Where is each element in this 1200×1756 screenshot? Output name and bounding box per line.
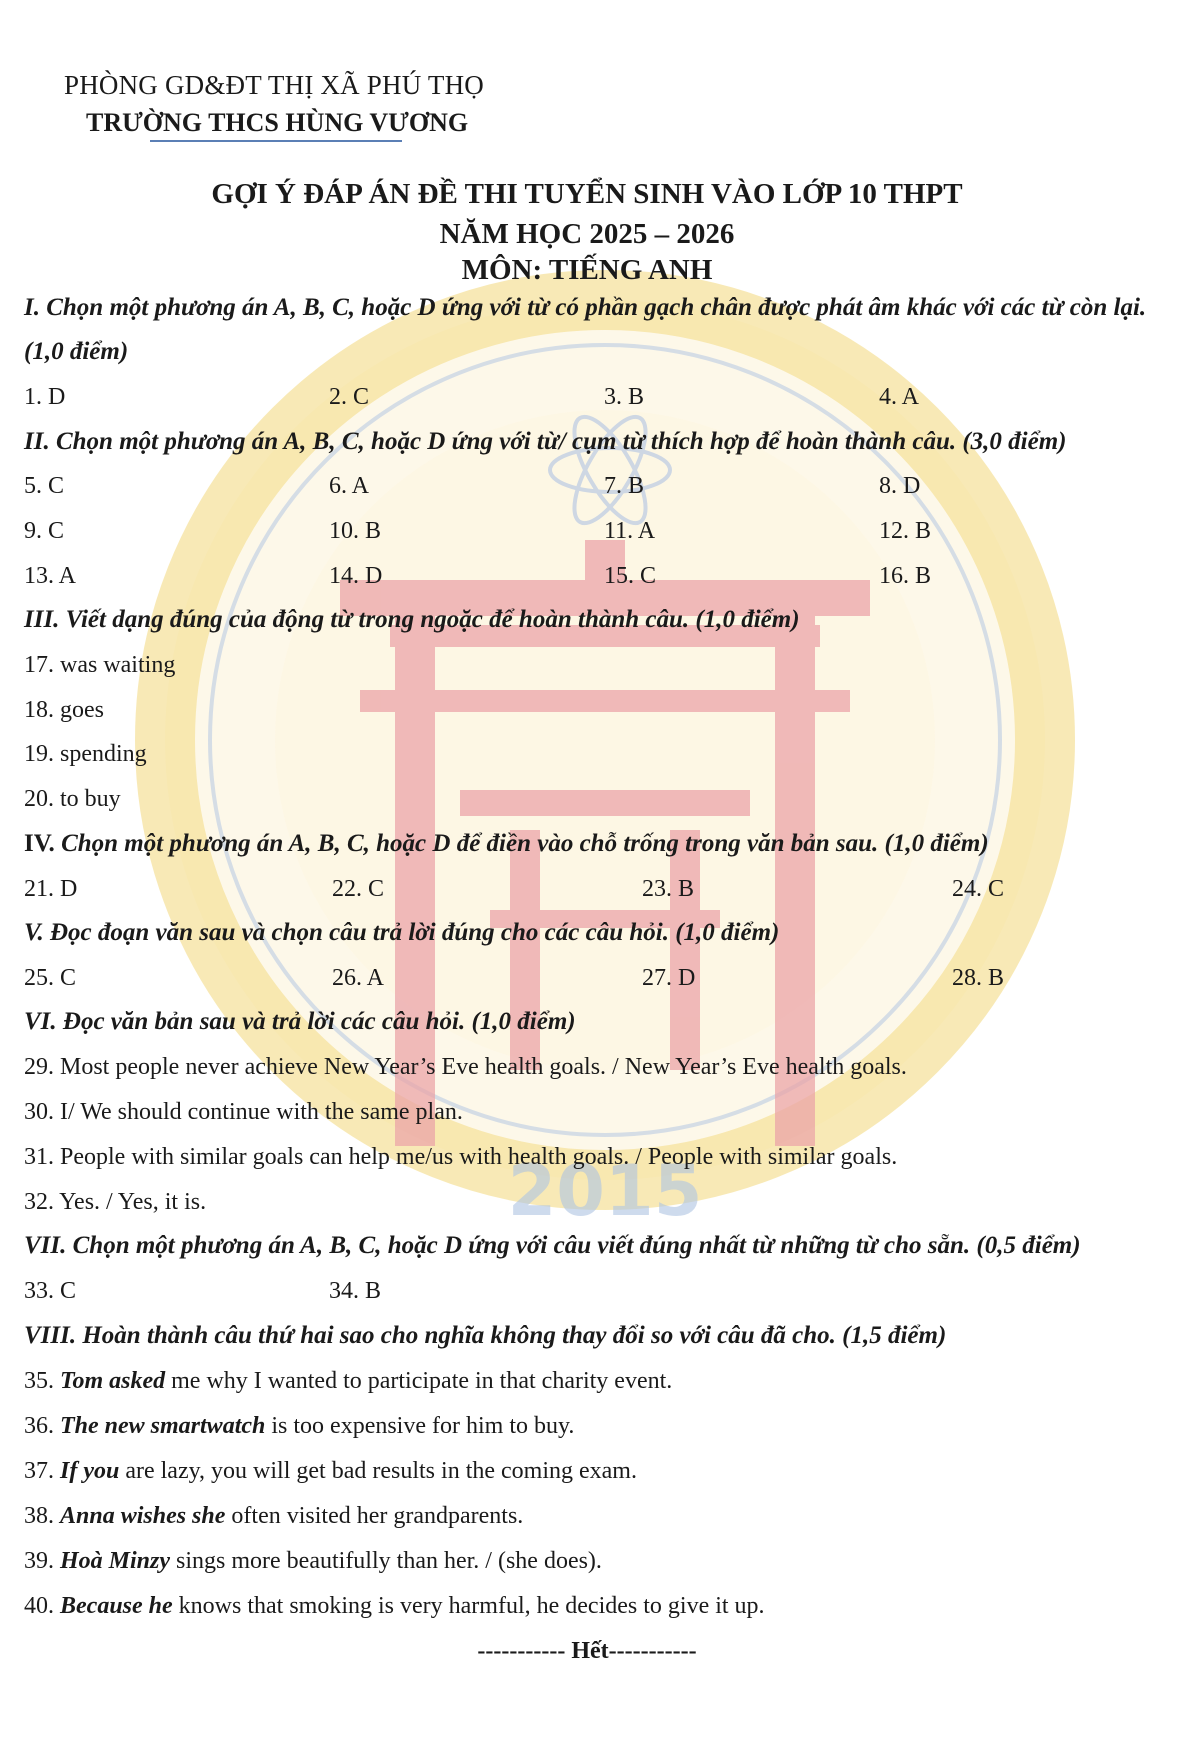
section-4-text: Chọn một phương án A, B, C, hoặc D để điền vào chỗ trống trong văn bản sau. (1,0 điểm) <box>54 830 989 857</box>
answer-29: 29. Most people never achieve New Year’s Eve health goals. / New Year’s Eve health goals. <box>24 1054 907 1080</box>
subject-title: MÔN: TIẾNG ANH <box>461 254 713 286</box>
section-3-heading: III. Viết dạng đúng của động từ trong ngoặc để hoàn thành câu. (1,0 điểm) <box>24 606 800 633</box>
document-title: GỢI Ý ĐÁP ÁN ĐỀ THI TUYỂN SINH VÀO LỚP 10 THPT <box>211 178 963 210</box>
answer-21: 21. D <box>24 876 78 902</box>
answer-number: 40. <box>24 1593 60 1619</box>
answer-rest: sings more beautifully than her. / (she does). <box>170 1548 602 1574</box>
answer-1: 1. D <box>24 384 66 410</box>
answer-rest: are lazy, you will get bad results in the coming exam. <box>119 1458 637 1484</box>
answer-14: 14. D <box>329 563 383 589</box>
answer-24: 24. C <box>952 876 1005 902</box>
answer-23: 23. B <box>642 876 695 902</box>
answer-stem: Anna wishes she <box>60 1503 226 1529</box>
answer-stem: The new smartwatch <box>60 1413 266 1439</box>
answer-rest: is too expensive for him to buy. <box>265 1413 575 1439</box>
watermark-year: 2015 <box>507 1150 703 1232</box>
answer-31: 31. People with similar goals can help me/us with health goals. / People with similar goals. <box>24 1144 898 1170</box>
answer-18: 18. goes <box>24 697 104 723</box>
answer-stem: Tom asked <box>60 1368 166 1394</box>
answer-35 <box>24 1368 672 1395</box>
answer-7: 7. B <box>604 473 645 499</box>
answer-22: 22. C <box>332 876 385 902</box>
school-year: NĂM HỌC 2025 – 2026 <box>439 218 735 250</box>
section-4-number: IV. <box>24 830 55 857</box>
answer-8: 8. D <box>879 473 921 499</box>
answer-4: 4. A <box>879 384 920 410</box>
section-7-heading: VII. Chọn một phương án A, B, C, hoặc D ứng với câu viết đúng nhất từ những từ cho sẵn. (0,5 điểm) <box>24 1232 1081 1259</box>
answer-row <box>24 563 1174 593</box>
section-2-heading: II. Chọn một phương án A, B, C, hoặc D ứng với từ/ cụm từ thích hợp để hoàn thành câu. (3,0 điểm) <box>24 428 1067 455</box>
answer-27: 27. D <box>642 965 696 991</box>
answer-rest: knows that smoking is very harmful, he decides to give it up. <box>172 1593 765 1619</box>
answer-12: 12. B <box>879 518 932 544</box>
answer-17: 17. was waiting <box>24 652 176 678</box>
answer-33: 33. C <box>24 1278 77 1304</box>
school-name: TRƯỜNG THCS HÙNG VƯƠNG <box>86 108 469 137</box>
section-4-heading <box>24 830 989 858</box>
answer-36 <box>24 1413 574 1440</box>
answer-28: 28. B <box>952 965 1005 991</box>
answer-40 <box>24 1593 765 1620</box>
school-name-underline <box>150 140 402 142</box>
answer-6: 6. A <box>329 473 370 499</box>
answer-25: 25. C <box>24 965 77 991</box>
answer-16: 16. B <box>879 563 932 589</box>
answer-stem: If you <box>60 1458 120 1484</box>
answer-stem: Hoà Minzy <box>60 1548 171 1574</box>
answer-13: 13. A <box>24 563 77 589</box>
section-1-heading: I. Chọn một phương án A, B, C, hoặc D ứng với từ có phần gạch chân được phát âm khác với các từ còn lại. (1,0 điểm) <box>24 294 1147 365</box>
answer-number: 37. <box>24 1458 60 1484</box>
answer-stem: Because he <box>60 1593 173 1619</box>
answer-5: 5. C <box>24 473 65 499</box>
answer-9: 9. C <box>24 518 65 544</box>
answer-row <box>24 1278 1174 1308</box>
end-marker: ----------- Hết----------- <box>477 1638 697 1664</box>
answer-row <box>24 876 1174 906</box>
answer-39 <box>24 1548 602 1575</box>
section-6-heading: VI. Đọc văn bản sau và trả lời các câu hỏi. (1,0 điểm) <box>24 1008 576 1035</box>
answer-34: 34. B <box>329 1278 382 1304</box>
answer-38 <box>24 1503 523 1530</box>
answer-3: 3. B <box>604 384 645 410</box>
answer-20: 20. to buy <box>24 786 121 812</box>
answer-number: 39. <box>24 1548 60 1574</box>
department-name: PHÒNG GD&ĐT THỊ XÃ PHÚ THỌ <box>64 70 484 100</box>
answer-number: 36. <box>24 1413 60 1439</box>
answer-row <box>24 473 1174 503</box>
answer-37 <box>24 1458 637 1485</box>
answer-26: 26. A <box>332 965 385 991</box>
section-8-heading: VIII. Hoàn thành câu thứ hai sao cho nghĩa không thay đổi so với câu đã cho. (1,5 điểm) <box>24 1322 947 1349</box>
answer-15: 15. C <box>604 563 657 589</box>
answer-number: 35. <box>24 1368 60 1394</box>
answer-number: 38. <box>24 1503 60 1529</box>
answer-2: 2. C <box>329 384 370 410</box>
answer-19: 19. spending <box>24 741 147 767</box>
answer-32: 32. Yes. / Yes, it is. <box>24 1189 207 1215</box>
answer-10: 10. B <box>329 518 382 544</box>
section-5-heading: V. Đọc đoạn văn sau và chọn câu trả lời đúng cho các câu hỏi. (1,0 điểm) <box>24 919 780 946</box>
answer-30: 30. I/ We should continue with the same plan. <box>24 1099 463 1125</box>
answer-rest: often visited her grandparents. <box>225 1503 524 1529</box>
answer-row <box>24 384 1174 414</box>
answer-rest: me why I wanted to participate in that charity event. <box>165 1368 673 1394</box>
answer-11: 11. A <box>604 518 656 544</box>
answer-row <box>24 965 1174 995</box>
answer-row <box>24 518 1174 548</box>
